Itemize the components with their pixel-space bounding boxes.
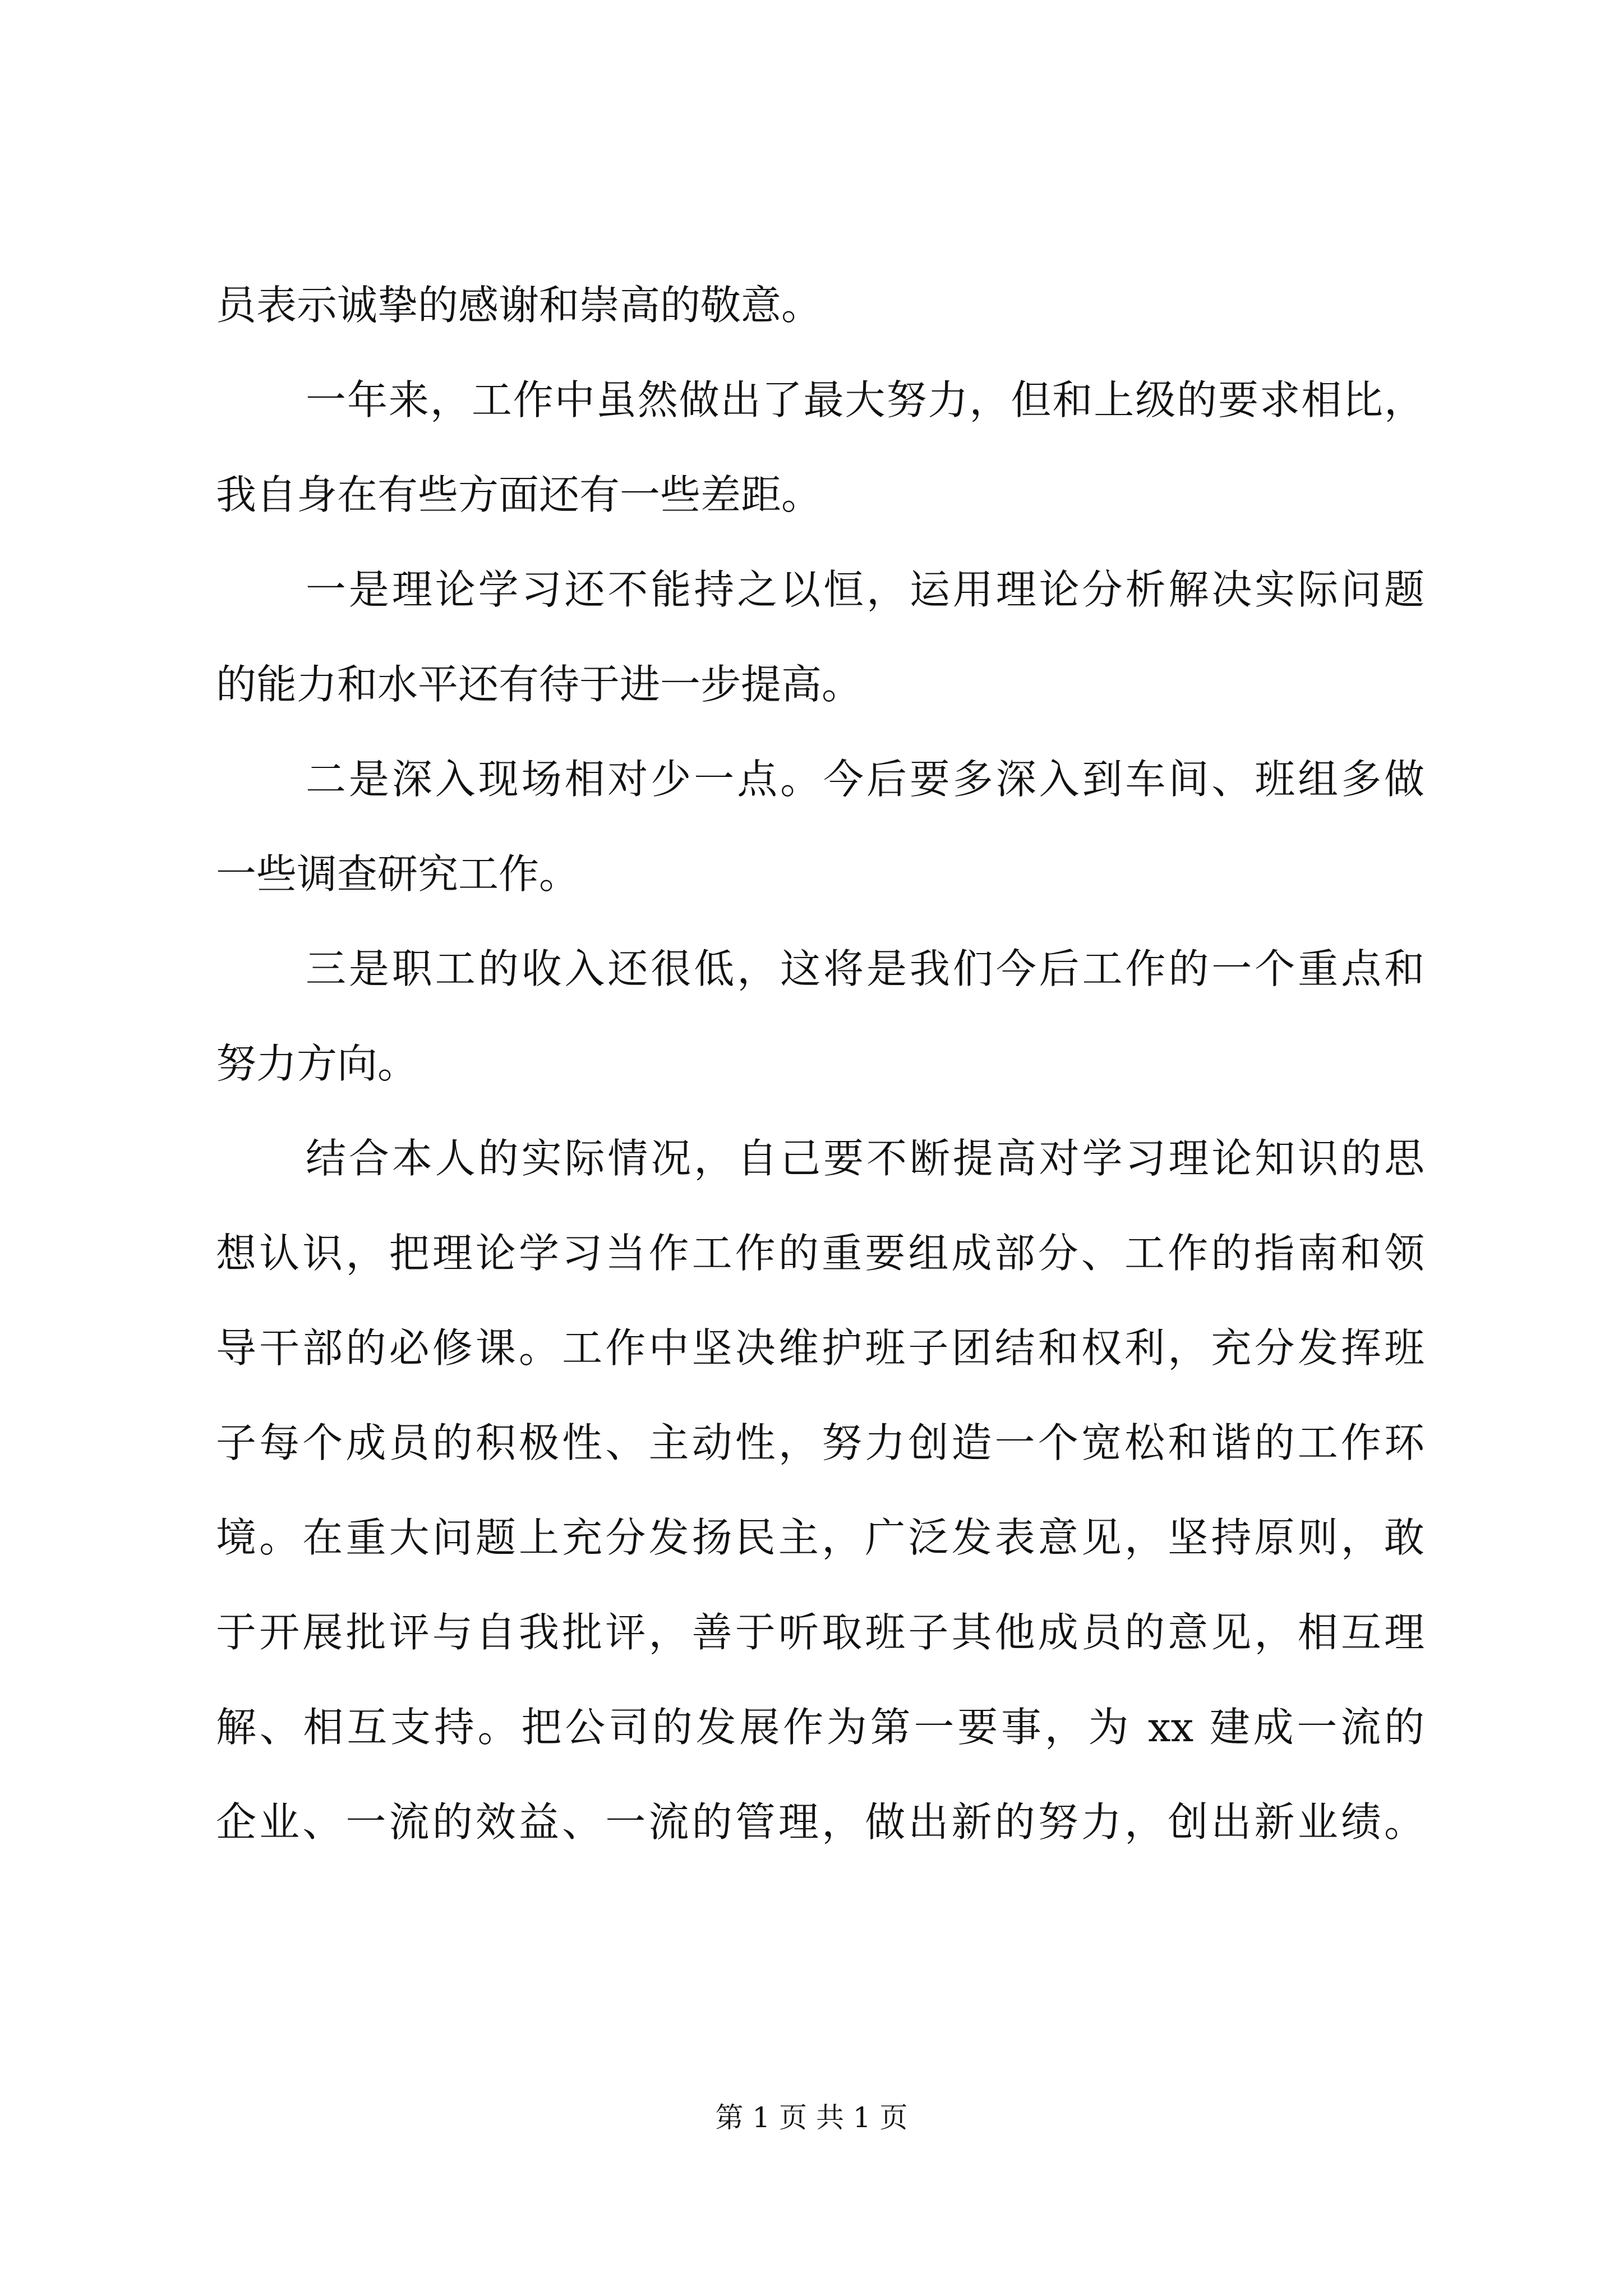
text-line: 二是深入现场相对少一点。今后要多深入到车间、班组多做	[306, 756, 1424, 803]
text-line: 结合本人的实际情况，自己要不断提高对学习理论知识的思	[306, 1135, 1424, 1182]
text-line: 解、相互支持。把公司的发展作为第一要事，为 xx 建成一流的	[216, 1704, 1424, 1751]
page-footer	[0, 2098, 1623, 2137]
text-line: 员表示诚挚的感谢和崇高的敬意。	[216, 282, 822, 329]
text-line: 的能力和水平还有待于进一步提高。	[216, 661, 863, 708]
page-number-label: 第 1 页 共 1 页	[715, 2101, 908, 2134]
text-line: 于开展批评与自我批评，善于听取班子其他成员的意见，相互理	[216, 1609, 1424, 1656]
text-line: 努力方向。	[216, 1040, 418, 1087]
text-line: 子每个成员的积极性、主动性，努力创造一个宽松和谐的工作环	[216, 1419, 1424, 1466]
text-line: 一是理论学习还不能持之以恒，运用理论分析解决实际问题	[306, 566, 1424, 613]
text-line: 企业、一流的效益、一流的管理，做出新的努力，创出新业绩。	[216, 1798, 1424, 1846]
text-line: 导干部的必修课。工作中坚决维护班子团结和权利，充分发挥班	[216, 1324, 1424, 1372]
document-body	[216, 258, 1424, 1870]
text-line: 境。在重大问题上充分发扬民主，广泛发表意见，坚持原则，敢	[216, 1514, 1424, 1561]
text-line: 我自身在有些方面还有一些差距。	[216, 471, 822, 518]
text-line: 三是职工的收入还很低，这将是我们今后工作的一个重点和	[306, 945, 1424, 992]
text-line: 一些调查研究工作。	[216, 850, 580, 898]
text-line: 想认识，把理论学习当作工作的重要组成部分、工作的指南和领	[216, 1230, 1424, 1277]
text-line: 一年来，工作中虽然做出了最大努力，但和上级的要求相比，	[306, 376, 1424, 424]
